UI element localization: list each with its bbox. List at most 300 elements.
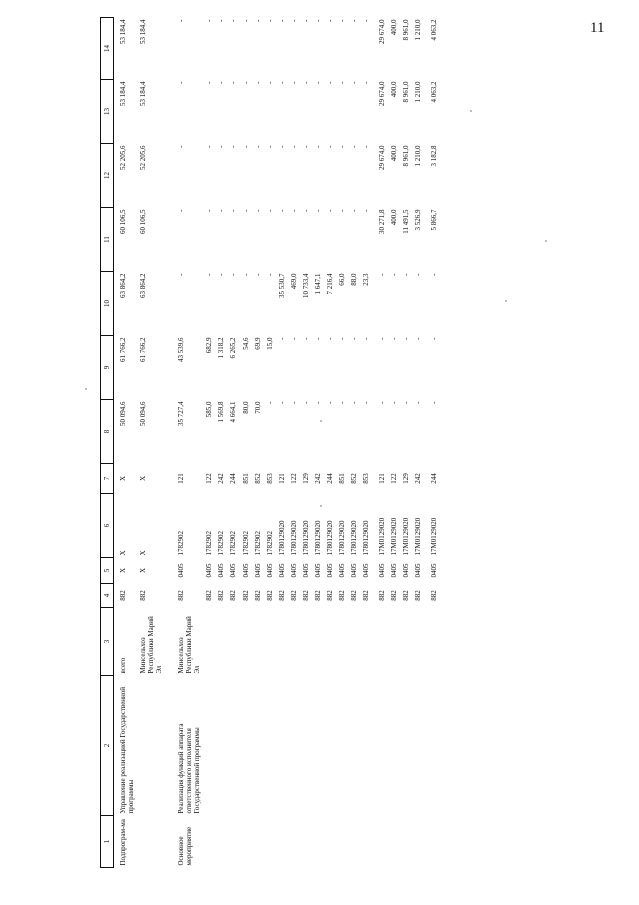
table-row — [336, 18, 348, 868]
scan-speck — [545, 240, 547, 242]
cell-c6: 1782902 — [205, 531, 214, 556]
cell-c5: 0405 — [277, 563, 286, 578]
cell-c9: - — [337, 337, 346, 340]
cell-c2 — [252, 676, 264, 816]
cell-c8: 35 727,4 — [177, 401, 186, 426]
cell-c7: 853 — [265, 473, 274, 484]
cell-c8: - — [289, 401, 298, 404]
cell-c12: - — [313, 145, 322, 148]
cell-c14: - — [253, 19, 262, 22]
cell-c13: 8 961,0 — [402, 81, 411, 103]
cell-c3: Минсельхоз Республики Марий Эл — [139, 616, 164, 674]
cell-c5: 0405 — [337, 563, 346, 578]
cell-c14: - — [177, 19, 186, 22]
cell-c14: - — [325, 19, 334, 22]
cell-c2 — [424, 676, 440, 816]
cell-c12: - — [289, 145, 298, 148]
cell-c1 — [360, 816, 372, 868]
cell-c12: 3 182,8 — [430, 145, 439, 167]
cell-c5: 0405 — [205, 563, 214, 578]
header-cell: 13 — [101, 80, 114, 144]
cell-c11: - — [277, 209, 286, 212]
cell-c3 — [324, 608, 336, 676]
cell-c1 — [372, 816, 388, 868]
cell-c10: 469,0 — [289, 273, 298, 290]
cell-c4: 882 — [253, 590, 262, 601]
cell-c6: 17М0129020 — [430, 517, 439, 556]
cell-c1 — [424, 816, 440, 868]
cell-c3 — [276, 608, 288, 676]
cell-c11: - — [313, 209, 322, 212]
cell-c8: - — [361, 401, 370, 404]
cell-c3 — [227, 608, 239, 676]
table-row — [372, 18, 388, 868]
cell-c1 — [300, 816, 312, 868]
cell-c1 — [288, 816, 300, 868]
cell-c2: Реализация функций аппарата ответственного исполнителя Государственной программы — [177, 723, 202, 814]
cell-c1 — [215, 816, 227, 868]
cell-c13: - — [265, 81, 274, 84]
cell-c13: 4 063,2 — [430, 81, 439, 103]
cell-c7: 244 — [430, 473, 439, 484]
cell-c14: - — [277, 19, 286, 22]
cell-c9: 54,6 — [241, 337, 250, 350]
cell-c7: 121 — [277, 473, 286, 484]
cell-c12: 52 205,6 — [139, 145, 148, 170]
cell-c6: 17М0129020 — [414, 517, 423, 556]
cell-c3 — [312, 608, 324, 676]
cell-c11: - — [325, 209, 334, 212]
cell-c13: - — [361, 81, 370, 84]
cell-c13: - — [337, 81, 346, 84]
rotated-table-region — [100, 18, 600, 868]
cell-c10: - — [378, 273, 387, 276]
cell-c5: 0405 — [349, 563, 358, 578]
cell-c4: 882 — [277, 590, 286, 601]
cell-c5: 0405 — [301, 563, 310, 578]
cell-c8: 50 094,6 — [119, 401, 127, 426]
scan-speck — [505, 300, 507, 302]
cell-c14: 53 184,4 — [119, 19, 127, 44]
cell-c9: - — [349, 337, 358, 340]
header-cell: 3 — [101, 608, 114, 676]
cell-c6: 1780129020 — [325, 520, 334, 556]
cell-c9: - — [325, 337, 334, 340]
cell-c1 — [336, 816, 348, 868]
cell-c9: - — [361, 337, 370, 340]
cell-c10: - — [265, 273, 274, 276]
cell-c4: 882 — [337, 590, 346, 601]
cell-c3 — [252, 608, 264, 676]
cell-c13: - — [229, 81, 238, 84]
cell-c14: - — [301, 19, 310, 22]
cell-c3: Минсельхоз Республики Марий Эл — [177, 616, 202, 674]
cell-c8: - — [378, 401, 387, 404]
cell-c3 — [388, 608, 400, 676]
cell-c6: 17М0129020 — [390, 517, 399, 556]
cell-c4: 882 — [289, 590, 298, 601]
cell-c1 — [137, 816, 165, 868]
cell-c7: 244 — [229, 473, 238, 484]
cell-c6: 1780129020 — [337, 520, 346, 556]
cell-c9: - — [430, 337, 439, 340]
cell-c5: Х — [119, 567, 127, 574]
cell-c4: 882 — [313, 590, 322, 601]
cell-c9: 6 265,2 — [229, 337, 238, 359]
cell-c3 — [264, 608, 276, 676]
cell-c5: 0405 — [325, 563, 334, 578]
cell-c6: 17М0129020 — [378, 517, 387, 556]
cell-c13: - — [217, 81, 226, 84]
cell-c13: - — [277, 81, 286, 84]
cell-c9: 682,9 — [205, 337, 214, 354]
cell-c11: - — [241, 209, 250, 212]
cell-c8: - — [337, 401, 346, 404]
cell-c14: - — [229, 19, 238, 22]
cell-c2 — [400, 676, 412, 816]
cell-c12: - — [205, 145, 214, 148]
cell-c14: - — [313, 19, 322, 22]
table-row — [137, 18, 165, 868]
cell-c7: 122 — [205, 473, 214, 484]
cell-c14: - — [265, 19, 274, 22]
cell-c5: 0405 — [241, 563, 250, 578]
cell-c10: 88,0 — [349, 273, 358, 286]
cell-c11: 60 106,5 — [139, 209, 148, 234]
cell-c5: 0405 — [265, 563, 274, 578]
cell-c12: - — [361, 145, 370, 148]
cell-c12: - — [337, 145, 346, 148]
cell-c6: 1782902 — [265, 531, 274, 556]
table-row — [388, 18, 400, 868]
cell-c12: 29 674,0 — [378, 145, 387, 170]
cell-c6: 1780129020 — [289, 520, 298, 556]
cell-c6: 1782902 — [177, 531, 186, 556]
header-cell: 2 — [101, 676, 114, 816]
cell-c10: 10 733,4 — [301, 273, 310, 298]
header-cell: 11 — [101, 208, 114, 272]
cell-c9: 61 766,2 — [139, 337, 148, 362]
cell-c4: 882 — [361, 590, 370, 601]
cell-c2 — [312, 676, 324, 816]
cell-c9: 69,9 — [253, 337, 262, 350]
cell-c1 — [388, 816, 400, 868]
cell-c12: - — [241, 145, 250, 148]
cell-c14: 4 063,2 — [430, 19, 439, 41]
scan-speck — [85, 388, 87, 390]
table-row — [360, 18, 372, 868]
cell-c8: 50 094,6 — [139, 401, 148, 426]
cell-c10: - — [241, 273, 250, 276]
cell-c5: 0405 — [313, 563, 322, 578]
cell-c7: 852 — [253, 473, 262, 484]
cell-c2 — [137, 676, 165, 816]
cell-c14: - — [349, 19, 358, 22]
cell-c8: - — [313, 401, 322, 404]
cell-c14: - — [205, 19, 214, 22]
cell-c1 — [264, 816, 276, 868]
cell-c8: 585,0 — [205, 401, 214, 418]
cell-c14: - — [217, 19, 226, 22]
cell-c10: 35 530,7 — [277, 273, 286, 298]
cell-c8: - — [277, 401, 286, 404]
table-row — [252, 18, 264, 868]
header-cell: 7 — [101, 464, 114, 494]
cell-c13: - — [289, 81, 298, 84]
cell-c1 — [348, 816, 360, 868]
cell-c13: - — [205, 81, 214, 84]
table-row — [215, 18, 227, 868]
cell-c11: 3 526,9 — [414, 209, 423, 231]
header-cell: 1 — [101, 816, 114, 868]
cell-c7: 851 — [337, 473, 346, 484]
cell-c12: 1 210,0 — [414, 145, 423, 167]
cell-c11: - — [253, 209, 262, 212]
scan-speck — [320, 505, 322, 507]
cell-c6: 1780129020 — [361, 520, 370, 556]
cell-c14: - — [241, 19, 250, 22]
cell-c2 — [360, 676, 372, 816]
cell-c10: 7 216,4 — [325, 273, 334, 295]
cell-c5: 0405 — [430, 563, 439, 578]
table-row — [227, 18, 239, 868]
cell-c1 — [400, 816, 412, 868]
table-row — [203, 18, 215, 868]
cell-c10: 66,0 — [337, 273, 346, 286]
header-cell: 8 — [101, 400, 114, 464]
cell-c12: - — [301, 145, 310, 148]
header-cell: 4 — [101, 584, 114, 608]
page-number: 11 — [590, 20, 605, 36]
cell-c5: 0405 — [361, 563, 370, 578]
cell-c13: - — [301, 81, 310, 84]
cell-c11: - — [337, 209, 346, 212]
cell-c4: 882 — [241, 590, 250, 601]
cell-c4: 882 — [205, 590, 214, 601]
cell-c8: - — [301, 401, 310, 404]
cell-c3 — [336, 608, 348, 676]
cell-c11: 60 106,5 — [119, 209, 127, 234]
cell-c9: 15,0 — [265, 337, 274, 350]
cell-c3 — [372, 608, 388, 676]
table-row — [412, 18, 424, 868]
cell-c12: - — [253, 145, 262, 148]
cell-c12: 400,0 — [390, 145, 399, 162]
cell-c10: - — [205, 273, 214, 276]
cell-c3 — [424, 608, 440, 676]
cell-c13: 53 184,4 — [119, 81, 127, 106]
cell-c12: - — [277, 145, 286, 148]
cell-c8: - — [349, 401, 358, 404]
cell-c2: Управление реализацией Государственной программы — [119, 686, 136, 814]
header-row — [101, 18, 114, 868]
cell-c1: Подпрограм-ма — [119, 819, 127, 866]
cell-c7: 242 — [414, 473, 423, 484]
cell-c4: 882 — [265, 590, 274, 601]
cell-c2 — [240, 676, 252, 816]
cell-c8: - — [325, 401, 334, 404]
cell-c2 — [324, 676, 336, 816]
table-row — [348, 18, 360, 868]
cell-c5: 0405 — [390, 563, 399, 578]
cell-c12: - — [177, 145, 186, 148]
cell-c3 — [360, 608, 372, 676]
cell-c11: 11 491,5 — [402, 209, 411, 234]
cell-c3 — [400, 608, 412, 676]
cell-c11: - — [217, 209, 226, 212]
cell-c13: 400,0 — [390, 81, 399, 98]
cell-c6: Х — [139, 550, 148, 556]
cell-c10: 63 864,2 — [139, 273, 148, 298]
cell-c8: - — [414, 401, 423, 404]
cell-c2 — [276, 676, 288, 816]
table-row — [324, 18, 336, 868]
cell-c13: - — [253, 81, 262, 84]
cell-c2 — [336, 676, 348, 816]
cell-c6: 1780129020 — [277, 520, 286, 556]
cell-c2 — [264, 676, 276, 816]
cell-c6: 1780129020 — [313, 520, 322, 556]
cell-c5: 0405 — [402, 563, 411, 578]
cell-c2 — [412, 676, 424, 816]
cell-c11: 30 271,8 — [378, 209, 387, 234]
cell-c1: Основное мероприятие — [177, 826, 194, 866]
cell-c8: - — [265, 401, 274, 404]
cell-c9: - — [390, 337, 399, 340]
cell-c8: 70,0 — [253, 401, 262, 414]
cell-c7: 122 — [390, 473, 399, 484]
table-row — [276, 18, 288, 868]
cell-c7: 122 — [289, 473, 298, 484]
cell-c1 — [240, 816, 252, 868]
cell-c10: 23,3 — [361, 273, 370, 286]
cell-c11: - — [349, 209, 358, 212]
header-cell: 14 — [101, 18, 114, 80]
cell-c12: - — [265, 145, 274, 148]
table-row — [165, 18, 203, 868]
cell-c14: 1 210,0 — [414, 19, 423, 41]
header-cell: 10 — [101, 272, 114, 336]
cell-c1 — [203, 816, 215, 868]
cell-c5: Х — [139, 567, 148, 574]
cell-c9: - — [402, 337, 411, 340]
cell-c6: 1782902 — [241, 531, 250, 556]
cell-c4: 882 — [349, 590, 358, 601]
cell-c13: - — [349, 81, 358, 84]
cell-c2 — [388, 676, 400, 816]
cell-c5: 0405 — [229, 563, 238, 578]
cell-c5: 0405 — [414, 563, 423, 578]
cell-c6: 1782902 — [217, 531, 226, 556]
table-row — [240, 18, 252, 868]
cell-c11: - — [265, 209, 274, 212]
cell-c4: 882 — [301, 590, 310, 601]
cell-c4: 882 — [177, 590, 186, 601]
cell-c6: 1782902 — [229, 531, 238, 556]
cell-c14: 8 961,0 — [402, 19, 411, 41]
cell-c7: 121 — [378, 473, 387, 484]
cell-c4: 882 — [229, 590, 238, 601]
cell-c12: - — [229, 145, 238, 148]
cell-c2 — [227, 676, 239, 816]
cell-c2 — [300, 676, 312, 816]
cell-c6: 1782902 — [253, 531, 262, 556]
cell-c4: 882 — [402, 590, 411, 601]
cell-c7: Х — [119, 475, 127, 482]
cell-c10: 63 864,2 — [119, 273, 127, 298]
cell-c11: - — [205, 209, 214, 212]
cell-c4: 882 — [217, 590, 226, 601]
cell-c13: - — [177, 81, 186, 84]
cell-c9: 61 766,2 — [119, 337, 127, 362]
cell-c10: - — [217, 273, 226, 276]
header-cell: 5 — [101, 558, 114, 584]
cell-c9: - — [301, 337, 310, 340]
cell-c8: 4 664,1 — [229, 401, 238, 423]
cell-c9: - — [414, 337, 423, 340]
cell-c10: - — [177, 273, 186, 276]
cell-c13: 29 674,0 — [378, 81, 387, 106]
cell-c7: 129 — [301, 473, 310, 484]
cell-c9: - — [313, 337, 322, 340]
scan-speck — [320, 420, 322, 422]
cell-c6: 1780129020 — [349, 520, 358, 556]
table-row — [114, 18, 138, 868]
cell-c1 — [227, 816, 239, 868]
scan-speck — [470, 110, 472, 112]
cell-c2 — [215, 676, 227, 816]
cell-c5: 0405 — [289, 563, 298, 578]
cell-c10: - — [253, 273, 262, 276]
cell-c6: 1780129020 — [301, 520, 310, 556]
cell-c4: 882 — [119, 590, 127, 601]
cell-c5: 0405 — [378, 563, 387, 578]
header-cell: 9 — [101, 336, 114, 400]
cell-c11: 400,0 — [390, 209, 399, 226]
cell-c12: - — [325, 145, 334, 148]
cell-c2 — [348, 676, 360, 816]
cell-c7: 851 — [241, 473, 250, 484]
cell-c3 — [288, 608, 300, 676]
cell-c7: 244 — [325, 473, 334, 484]
cell-c12: - — [217, 145, 226, 148]
cell-c11: - — [177, 209, 186, 212]
cell-c6: Х — [119, 550, 127, 556]
cell-c3 — [215, 608, 227, 676]
cell-c14: 400,0 — [390, 19, 399, 36]
cell-c14: 53 184,4 — [139, 19, 148, 44]
table-row — [400, 18, 412, 868]
header-cell: 12 — [101, 144, 114, 208]
cell-c9: 1 318,2 — [217, 337, 226, 359]
cell-c8: 1 569,8 — [217, 401, 226, 423]
cell-c8: - — [430, 401, 439, 404]
cell-c12: 8 961,0 — [402, 145, 411, 167]
cell-c1 — [276, 816, 288, 868]
cell-c7: 852 — [349, 473, 358, 484]
cell-c1 — [312, 816, 324, 868]
cell-c9: - — [277, 337, 286, 340]
cell-c1 — [252, 816, 264, 868]
cell-c3 — [240, 608, 252, 676]
cell-c10: - — [402, 273, 411, 276]
cell-c11: - — [361, 209, 370, 212]
cell-c11: 5 866,7 — [430, 209, 439, 231]
cell-c3: всего — [119, 657, 127, 674]
cell-c10: - — [390, 273, 399, 276]
cell-c10: - — [430, 273, 439, 276]
cell-c13: - — [241, 81, 250, 84]
